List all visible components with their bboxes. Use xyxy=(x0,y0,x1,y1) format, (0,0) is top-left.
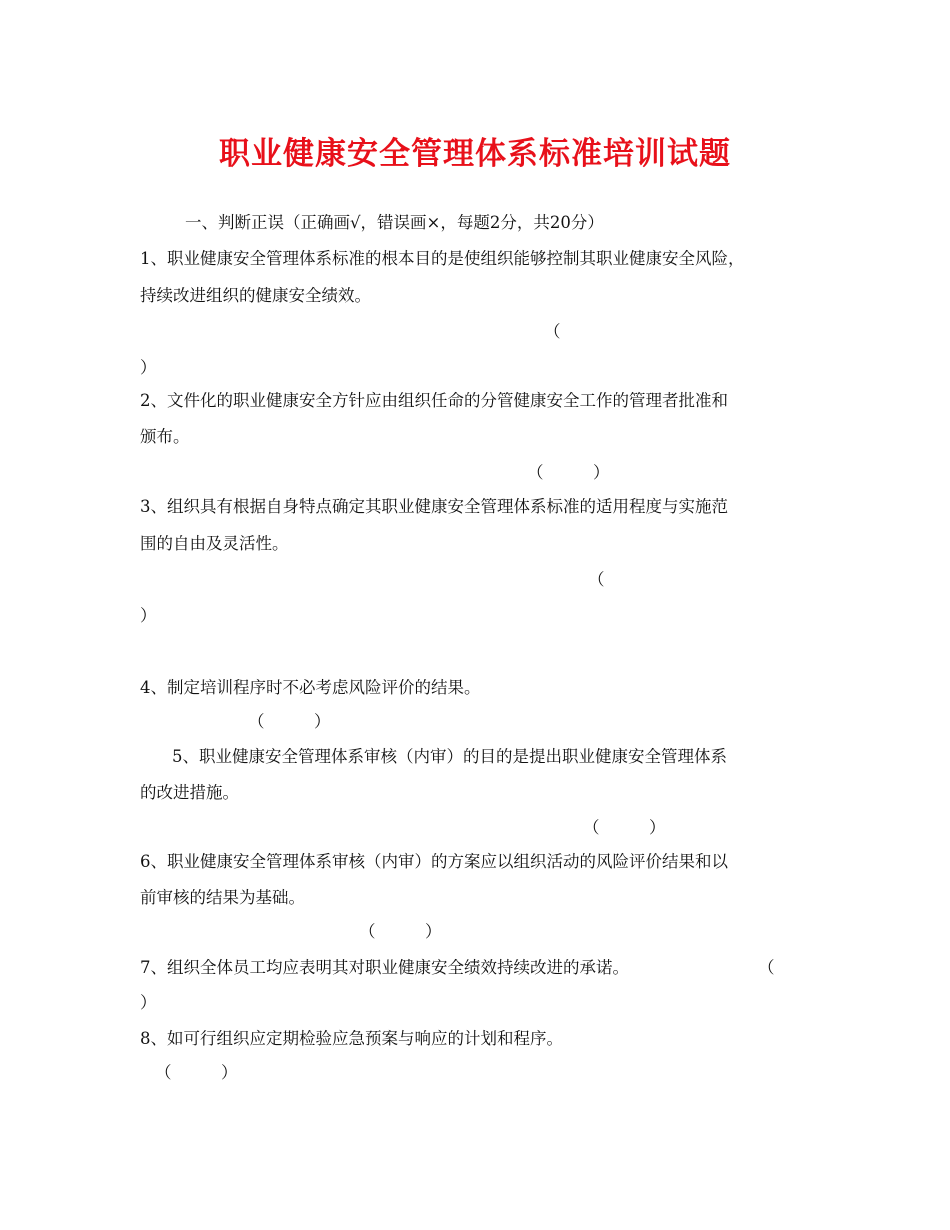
question-2-line-2: 颁布。 xyxy=(140,427,190,446)
question-2-answer-bracket: （ ） xyxy=(527,463,610,482)
question-7-bracket-open: （ xyxy=(758,958,775,977)
question-1-line-1: 1、职业健康安全管理体系标准的根本目的是使组织能够控制其职业健康安全风险， xyxy=(140,249,745,268)
question-1-line-2: 持续改进组织的健康安全绩效。 xyxy=(140,286,371,305)
section-heading: 一、判断正误（正确画√，错误画×，每题2分，共20分） xyxy=(185,213,604,232)
question-3-line-1: 3、组织具有根据自身特点确定其职业健康安全管理体系标准的适用程度与实施范 xyxy=(140,497,728,516)
question-6-line-2: 前审核的结果为基础。 xyxy=(140,888,305,907)
question-1-bracket-open: （ xyxy=(544,322,561,341)
question-5-line-2: 的改进措施。 xyxy=(140,783,239,802)
question-6-line-1: 6、职业健康安全管理体系审核（内审）的方案应以组织活动的风险评价结果和以 xyxy=(140,852,728,871)
question-7-bracket-close: ） xyxy=(140,993,157,1012)
question-3-bracket-open: （ xyxy=(588,570,605,589)
page-title: 职业健康安全管理体系标准培训试题 xyxy=(219,136,731,172)
question-5-line-1: 5、职业健康安全管理体系审核（内审）的目的是提出职业健康安全管理体系 xyxy=(172,747,727,766)
question-4-line-1: 4、制定培训程序时不必考虑风险评价的结果。 xyxy=(140,678,481,697)
question-7-line-1: 7、组织全体员工均应表明其对职业健康安全绩效持续改进的承诺。 xyxy=(140,958,629,977)
question-5-answer-bracket: （ ） xyxy=(583,818,666,837)
question-6-answer-bracket: （ ） xyxy=(359,922,442,941)
question-4-answer-bracket: （ ） xyxy=(248,712,331,731)
question-3-line-2: 围的自由及灵活性。 xyxy=(140,534,289,553)
question-8-line-1: 8、如可行组织应定期检验应急预案与响应的计划和程序。 xyxy=(140,1029,563,1048)
question-2-line-1: 2、文件化的职业健康安全方针应由组织任命的分管健康安全工作的管理者批准和 xyxy=(140,391,728,410)
question-8-answer-bracket: （ ） xyxy=(155,1063,238,1082)
question-1-bracket-close: ） xyxy=(140,358,157,377)
question-3-bracket-close: ） xyxy=(140,606,157,625)
